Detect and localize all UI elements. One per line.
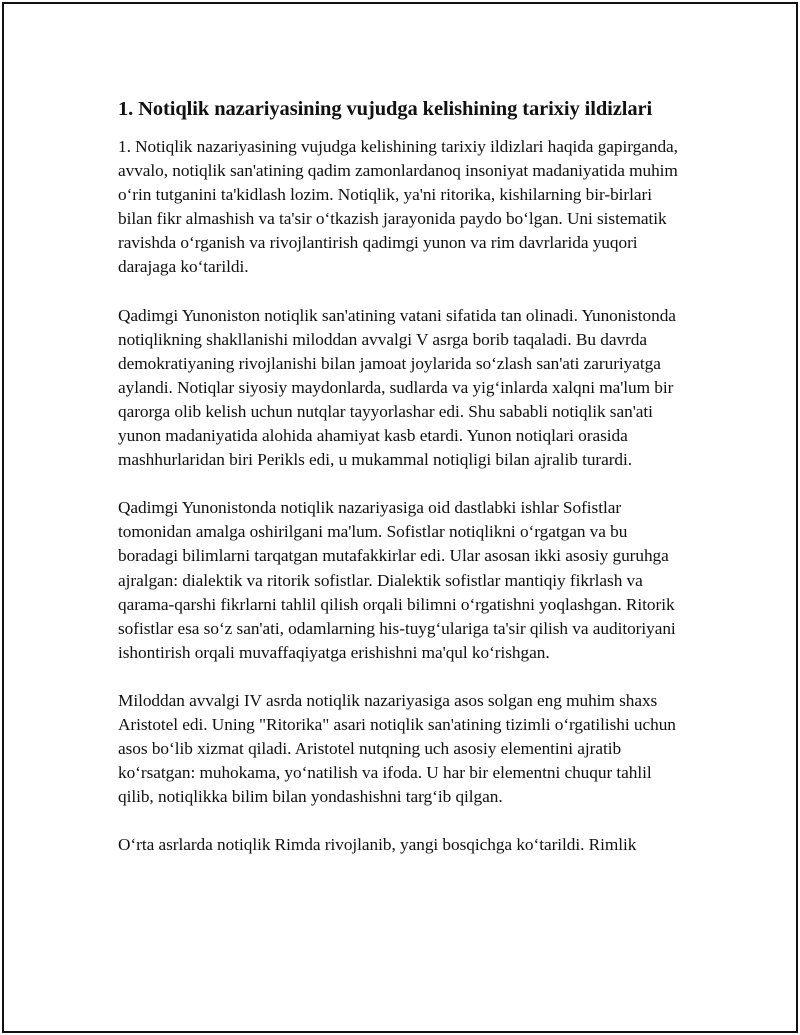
paragraph-4: Miloddan avvalgi IV asrda notiqlik nazariyasiga asos solgan eng muhim shaxs Aristotel edi. Uning "Ritorika" asari notiqlik san'atining tizimli o‘rgatilishi uchun asos bo‘lib xizmat qiladi. Aristotel nutqning uch asosiy elementini ajratib ko‘rsatgan: muhokama, yo‘natilish va ifoda. U har bir elementni chuqur tahlil qilib, notiqlikka bilim bilan yondashishni targ‘ib qilgan. [118, 690, 676, 807]
paragraph-1: 1. Notiqlik nazariyasining vujudga kelishining tarixiy ildizlari haqida gapirganda, avvalo, notiqlik san'atining qadim zamonlardanoq insoniyat madaniyatida muhim o‘rin tutganini ta'kidlash lozim. Notiqlik, ya'ni ritorika, kishilarning bir-birlari bilan fikr almashish va ta'sir o‘tkazish jarayonida paydo bo‘lgan. Uni sistematik ravishda o‘rganish va rivojlantirish qadimgi yunon va rim davrlarida yuqori darajaga ko‘tarildi. [118, 137, 678, 277]
paragraph-3: Qadimgi Yunonistonda notiqlik nazariyasiga oid dastlabki ishlar Sofistlar tomonidan amalga oshirilgani ma'lum. Sofistlar notiqlikni o‘rgatgan va bu boradagi bilimlarni tarqatgan mutafakkirlar edi. Ular asosan ikki asosiy guruhga ajralgan: dialektik va ritorik sofistlar. Dialektik sofistlar mantiqiy fikrlash va qarama-qarshi fikrlarni tahlil qilish orqali bilimni o‘rgatishni yoqlashgan. Ritorik sofistlar esa so‘z san'ati, odamlarning his-tuyg‘ulariga ta'sir qilish va auditoriyani ishontirish orqali muvaffaqiyatga erishishni ma'qul ko‘rishgan. [118, 498, 676, 662]
document-heading: 1. Notiqlik nazariyasining vujudga kelishining tarixiy ildizlari [118, 98, 653, 120]
paragraph-5: O‘rta asrlarda notiqlik Rimda rivojlanib, yangi bosqichga ko‘tarildi. Rimlik [118, 835, 637, 855]
paragraph-2: Qadimgi Yunoniston notiqlik san'atining vatani sifatida tan olinadi. Yunonistonda notiqlikning shakllanishi miloddan avvalgi V asrga borib taqaladi. Bu davrda demokratiyaning rivojlanishi bilan jamoat joylarida so‘zlash san'ati zaruriyatga aylandi. Notiqlar siyosiy maydonlarda, sudlarda va yig‘inlarda xalqni ma'lum bir qarorga olib kelish uchun nutqlar tayyorlashar edi. Shu sababli notiqlik san'ati yunon madaniyatida alohida ahamiyat kasb etardi. Yunon notiqlari orasida mashhurlaridan biri Perikls edi, u mukammal notiqligi bilan ajralib turardi. [118, 305, 676, 470]
document-body [118, 95, 678, 881]
